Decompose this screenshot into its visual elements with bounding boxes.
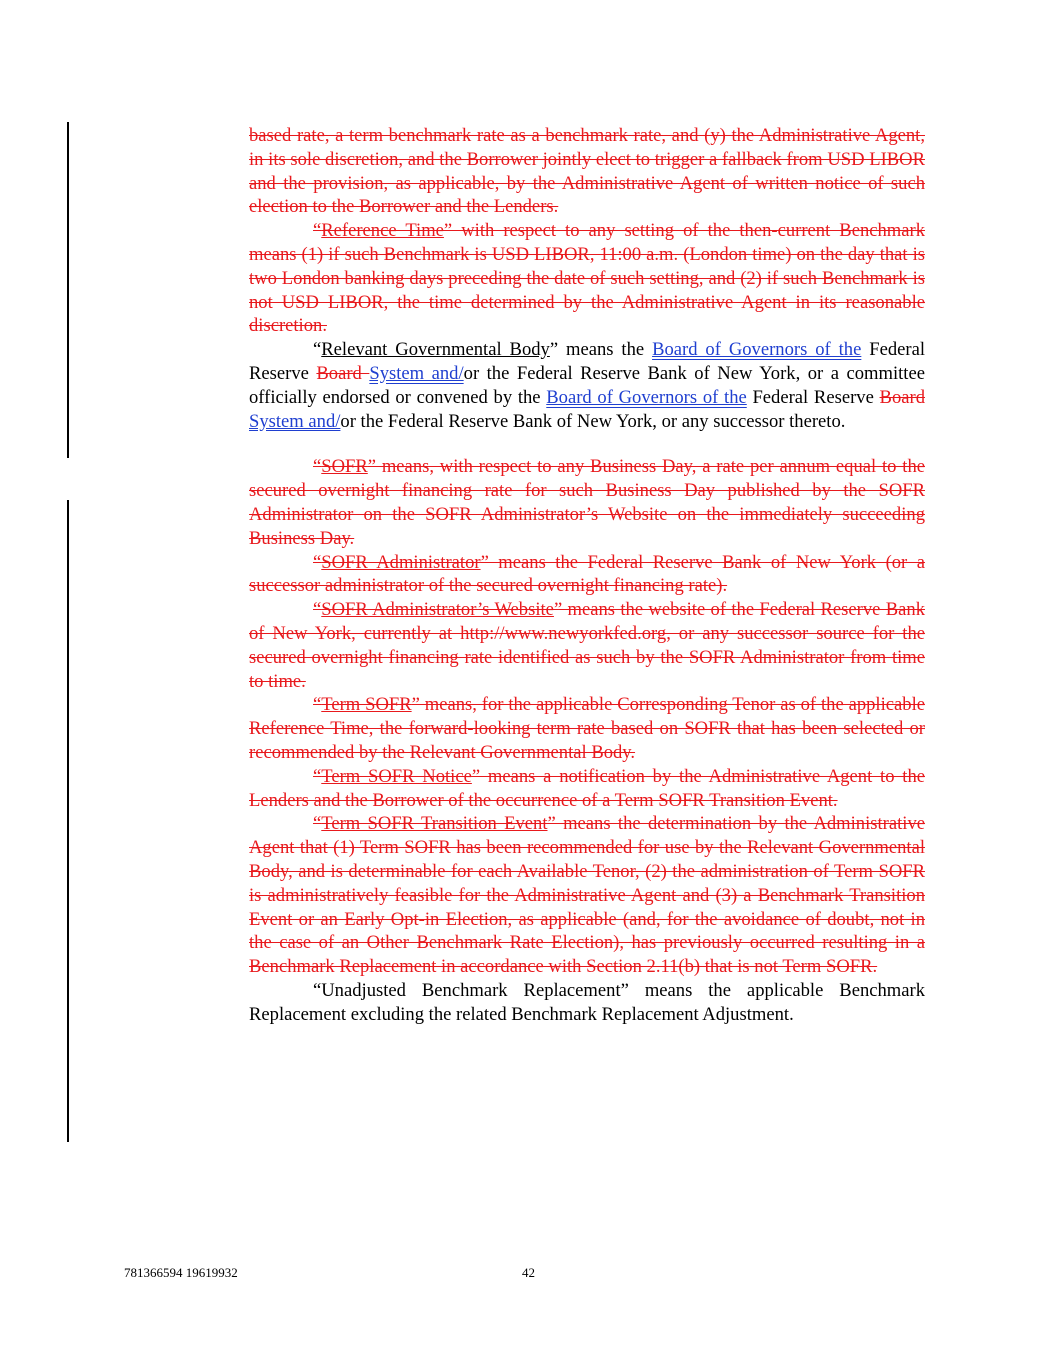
defined-term: Term SOFR	[321, 694, 412, 716]
paragraph-gap	[249, 433, 925, 455]
deleted-definition-term-sofr	[249, 693, 925, 764]
change-bar-top	[67, 122, 69, 458]
definition-text: ” means the	[549, 339, 653, 361]
definition-text: or the Federal Reserve Bank of New York, or any successor thereto.	[340, 410, 846, 432]
document-body	[249, 124, 925, 1026]
open-quote: “	[313, 551, 322, 573]
definition-unadjusted-benchmark-replacement	[249, 979, 925, 1027]
deleted-paragraph-continuation	[249, 124, 925, 219]
definition-text: “Unadjusted Benchmark Replacement” means the applicable Benchmark Replacement excluding the related Benchmark Replacement Adjustment.	[249, 979, 925, 1025]
defined-term: SOFR Administrator	[321, 551, 481, 573]
definition-relevant-governmental-body	[249, 338, 925, 433]
footer-page-number: 42	[522, 1265, 535, 1280]
defined-term: Term SOFR Notice	[321, 765, 472, 787]
defined-term: Relevant Governmental Body	[321, 339, 550, 361]
defined-term: Reference Time	[321, 220, 444, 242]
definition-text: Federal Reserve	[746, 386, 880, 408]
deleted-text: based rate, a term benchmark rate as a benchmark rate, and (y) the Administrative Agent, in its sole discretion, and the Borrower jointly elect to trigger a fallback from USD LIBOR and the provision, as applicable, by the Administrative Agent of written notice of such election to the Borrower and the Lenders.	[249, 125, 925, 218]
deleted-definition-sofr-administrator	[249, 551, 925, 599]
defined-term: Term SOFR Transition Event	[321, 813, 548, 835]
definition-body: ” means the Federal Reserve Bank of New York (or a successor administrator of the secured overnight financing rate).	[249, 551, 925, 597]
definition-body: ” means a notification by the Administrative Agent to the Lenders and the Borrower of the occurrence of a Term SOFR Transition Event.	[249, 765, 925, 811]
deleted-definition-reference-time	[249, 219, 925, 338]
deleted-definition-sofr	[249, 455, 925, 550]
definition-body: ” means the determination by the Administrative Agent that (1) Term SOFR has been recommended for use by the Relevant Governmental Body, and is determinable for each Available Tenor, (2) the administration of Term SOFR is administratively feasible for the Administrative Agent and (3) a Benchmark Transition Event or an Early Opt-in Election, as applicable (and, for the avoidance of doubt, not in the case of an Other Benchmark Rate Election), has previously occurred resulting in a Benchmark Replacement in accordance with Section 2.11(b) that is not Term SOFR.	[249, 813, 925, 978]
open-quote: “	[313, 694, 322, 716]
deleted-definition-term-sofr-transition-event	[249, 812, 925, 979]
open-quote: “	[313, 220, 322, 242]
open-quote: “	[313, 456, 322, 478]
footer-document-id: 781366594 19619932	[124, 1265, 238, 1280]
deleted-definition-sofr-administrator-website	[249, 598, 925, 693]
inserted-text-link[interactable]: Board of Governors of the	[546, 386, 747, 408]
deleted-definition-term-sofr-notice	[249, 765, 925, 813]
inserted-text-link[interactable]: Board of Governors of the	[652, 339, 862, 361]
open-quote: “	[313, 813, 322, 835]
definition-text: Federal Reserve	[249, 339, 926, 384]
open-quote: “	[313, 339, 322, 361]
definition-body: ” with respect to any setting of the then-current Benchmark means (1) if such Benchmark is USD LIBOR, 11:00 a.m. (London time) on the day that is two London banking days preceding the date of such setting, and (2) if such Benchmark is not USD LIBOR, the time determined by the Administrative Agent in its reasonable discretion.	[249, 220, 925, 337]
definition-text: or the Federal Reserve Bank of New York, or a committee officially endorsed or convened by the	[249, 362, 925, 408]
definition-body: ” means, for the applicable Corresponding Tenor as of the applicable Reference Time, the forward-looking term rate based on SOFR that has been selected or recommended by the Relevant Governmental Body.	[249, 694, 925, 763]
definition-body: ” means, with respect to any Business Day, a rate per annum equal to the secured overnight financing rate for such Business Day published by the SOFR Administrator on the SOFR Administrator’s Website on the immediately succeeding Business Day.	[249, 456, 925, 549]
deleted-word: Board	[316, 362, 370, 384]
defined-term: SOFR Administrator’s Website	[321, 599, 554, 621]
open-quote: “	[313, 599, 322, 621]
definition-body: ” means the website of the Federal Reserve Bank of New York, currently at http://www.newyorkfed.org, or any successor source for the secured overnight financing rate identified as such by the SOFR Administrator from time to time.	[249, 599, 925, 692]
change-bar-bottom	[67, 500, 69, 1142]
deleted-word: Board	[879, 386, 925, 408]
inserted-text-link[interactable]: System and/	[369, 362, 464, 384]
open-quote: “	[313, 765, 322, 787]
defined-term: SOFR	[321, 456, 368, 478]
inserted-text-link[interactable]: System and/	[249, 410, 341, 432]
